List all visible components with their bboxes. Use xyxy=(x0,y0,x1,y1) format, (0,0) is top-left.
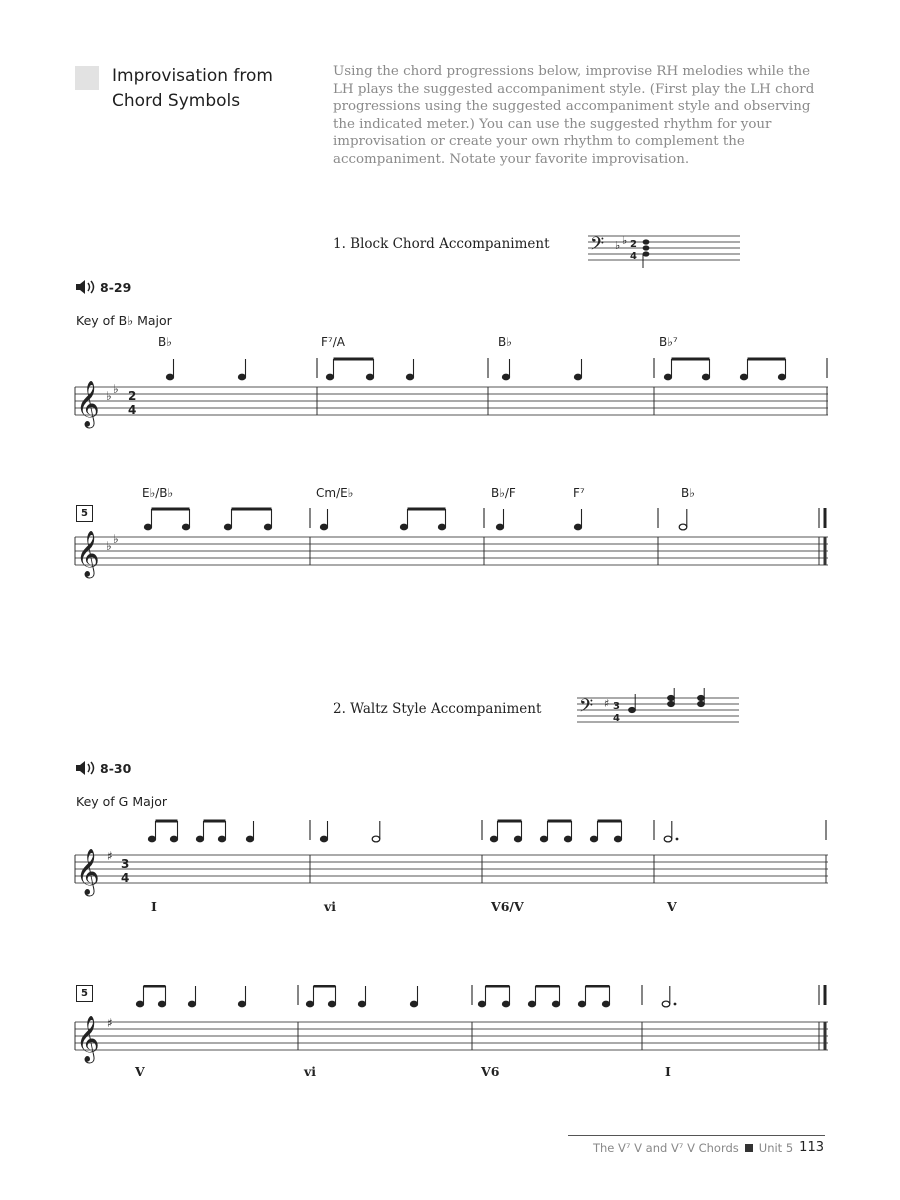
svg-text:♭: ♭ xyxy=(615,239,621,252)
svg-text:4: 4 xyxy=(613,713,620,724)
svg-text:♭: ♭ xyxy=(106,389,112,403)
speaker-icon xyxy=(75,760,97,776)
bass-clef-accompaniment-example-2 xyxy=(577,688,742,728)
svg-text:4: 4 xyxy=(121,871,130,885)
bass-clef-accompaniment-example-1 xyxy=(588,228,743,268)
intro-paragraph: Using the chord progressions below, improvise RH melodies while the LH plays the suggested accompaniment style. (First play the LH chord progressions using the suggested accompaniment style and observing the indicated meter.) You can use the suggested rhythm for your improvisation or create your own rhythm to complement the accompaniment. Notate your favorite improvisation. xyxy=(333,64,815,167)
chord-symbol: B♭⁷ xyxy=(659,335,678,349)
svg-text:♯: ♯ xyxy=(107,1016,113,1030)
svg-text:♯: ♯ xyxy=(107,849,113,863)
svg-text:𝄞: 𝄞 xyxy=(76,1016,100,1062)
treble-staff-ex1-line2 xyxy=(70,500,830,590)
svg-text:2: 2 xyxy=(128,389,137,403)
roman-numeral: V6 xyxy=(481,1064,500,1079)
roman-numeral: V xyxy=(135,1064,145,1079)
svg-text:3: 3 xyxy=(613,701,620,712)
svg-text:𝄞: 𝄞 xyxy=(76,849,100,895)
exercise-1-label: 1. Block Chord Accompaniment xyxy=(333,236,550,252)
chord-symbol: Cm/E♭ xyxy=(316,486,354,500)
key-signature-label-1: Key of B♭ Major xyxy=(76,313,172,328)
chord-symbol: B♭/F xyxy=(491,486,516,500)
unit-label: Unit 5 xyxy=(758,1140,794,1155)
chord-symbol: B♭ xyxy=(498,335,512,349)
chord-symbol: E♭/B♭ xyxy=(142,486,174,500)
section-title: Improvisation from Chord Symbols xyxy=(112,66,273,111)
roman-numeral: I xyxy=(151,899,157,914)
treble-staff-ex2-line2 xyxy=(70,985,830,1075)
svg-text:♭: ♭ xyxy=(113,382,119,396)
measure-number: 5 xyxy=(76,505,93,522)
page-footer xyxy=(593,1140,824,1155)
exercise-2-label: 2. Waltz Style Accompaniment xyxy=(333,701,542,717)
key-signature-label-2: Key of G Major xyxy=(76,794,168,809)
chord-symbol: B♭ xyxy=(158,335,172,349)
svg-text:𝄞: 𝄞 xyxy=(76,531,100,577)
audio-track-8-30[interactable]: 8-30 xyxy=(75,760,131,776)
roman-numeral: vi xyxy=(324,899,337,914)
footer-rule xyxy=(568,1135,825,1136)
svg-text:𝄢: 𝄢 xyxy=(590,234,605,259)
page-number: 113 xyxy=(799,1140,824,1155)
roman-numeral: V6/V xyxy=(491,899,524,914)
chord-symbol: F⁷ xyxy=(573,486,585,500)
section-marker xyxy=(75,66,99,90)
svg-text:♭: ♭ xyxy=(113,532,119,546)
running-title: The V⁷ V and V⁷ V Chords xyxy=(592,1140,739,1155)
roman-numeral: I xyxy=(665,1064,671,1079)
roman-numeral: V xyxy=(667,899,677,914)
audio-track-8-29[interactable]: 8-29 xyxy=(75,279,131,295)
svg-text:4: 4 xyxy=(128,403,137,417)
svg-text:♯: ♯ xyxy=(604,697,610,710)
treble-staff-ex2-line1 xyxy=(70,818,830,908)
svg-text:3: 3 xyxy=(121,857,130,871)
svg-text:2: 2 xyxy=(630,239,637,250)
svg-text:4: 4 xyxy=(630,251,637,262)
svg-text:♭: ♭ xyxy=(622,234,628,247)
svg-text:𝄢: 𝄢 xyxy=(579,696,594,721)
square-bullet-icon xyxy=(745,1144,753,1152)
chord-symbol: F⁷/A xyxy=(321,335,345,349)
svg-text:♭: ♭ xyxy=(106,539,112,553)
speaker-icon xyxy=(75,279,97,295)
chord-symbol: B♭ xyxy=(681,486,695,500)
measure-number: 5 xyxy=(76,985,93,1002)
svg-text:𝄞: 𝄞 xyxy=(76,381,100,427)
roman-numeral: vi xyxy=(304,1064,317,1079)
treble-staff-ex1-line1 xyxy=(70,350,830,440)
